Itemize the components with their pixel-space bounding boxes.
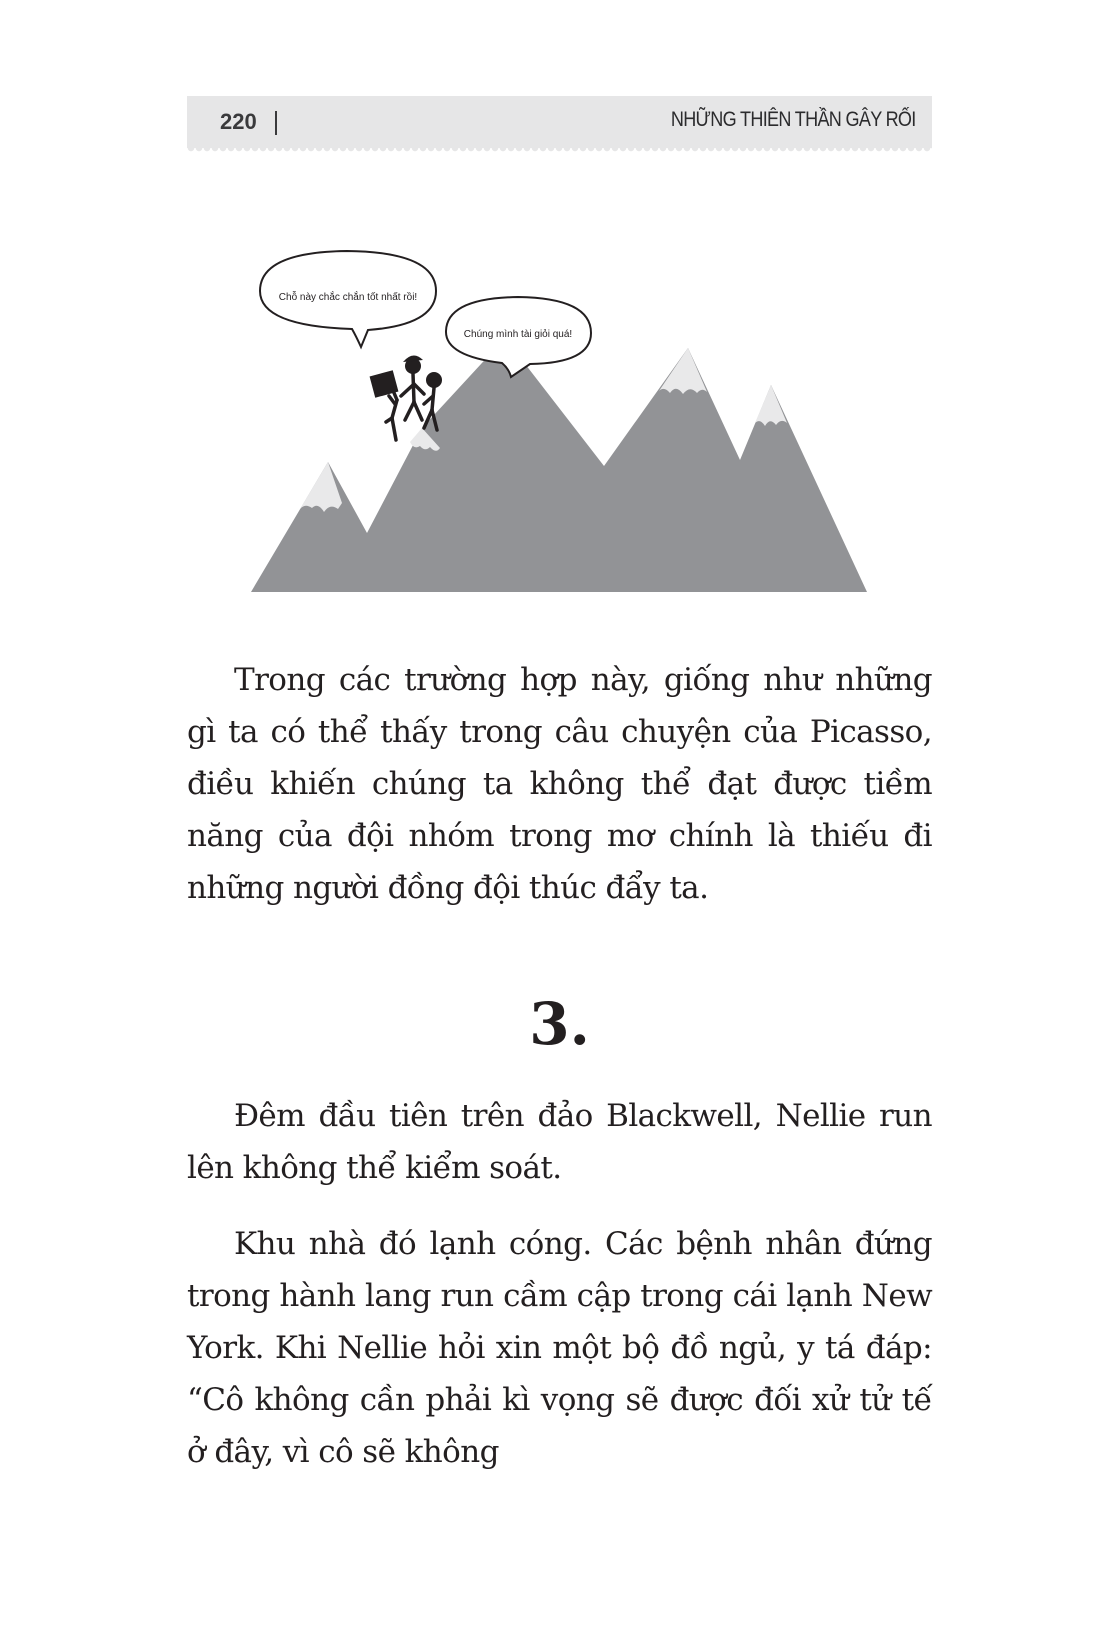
speech-bubble-right xyxy=(446,297,591,377)
bubble-left-text: Chỗ này chắc chắn tốt nhất rồi! xyxy=(278,292,418,303)
body-paragraph: Trong các trường hợp này, giống như những gì ta có thể thấy trong câu chuyện của Picasso, điều khiến chúng ta không thể đạt được tiềm năng của đội nhóm trong mơ chính là thiếu đi những người đồng đội thúc đẩy ta. xyxy=(187,662,932,906)
snow-cap-far-right xyxy=(755,385,787,426)
body-paragraph: Khu nhà đó lạnh cóng. Các bệnh nhân đứng trong hành lang run cầm cập trong cái lạnh New York. Khi Nellie hỏi xin một bộ đồ ngủ, y tá đáp: “Cô không cần phải kì vọng sẽ được đối xử tử tế ở đây, vì cô sẽ không xyxy=(187,1226,932,1470)
snow-cap-small-left xyxy=(300,462,342,512)
mountain-illustration xyxy=(0,0,1119,620)
bubble-right-text: Chúng mình tài giỏi quá! xyxy=(463,329,573,340)
speech-bubble-left xyxy=(260,251,436,347)
book-title: NHỮNG THIÊN THẦN GÂY RỐI xyxy=(671,108,916,131)
page-number: 220 xyxy=(220,109,257,134)
body-paragraph: Đêm đầu tiên trên đảo Blackwell, Nellie run lên không thể kiểm soát. xyxy=(187,1098,932,1186)
section-number: 3. xyxy=(529,990,590,1058)
snow-cap-tall-right xyxy=(659,348,707,394)
mountain-far-left xyxy=(251,338,867,592)
